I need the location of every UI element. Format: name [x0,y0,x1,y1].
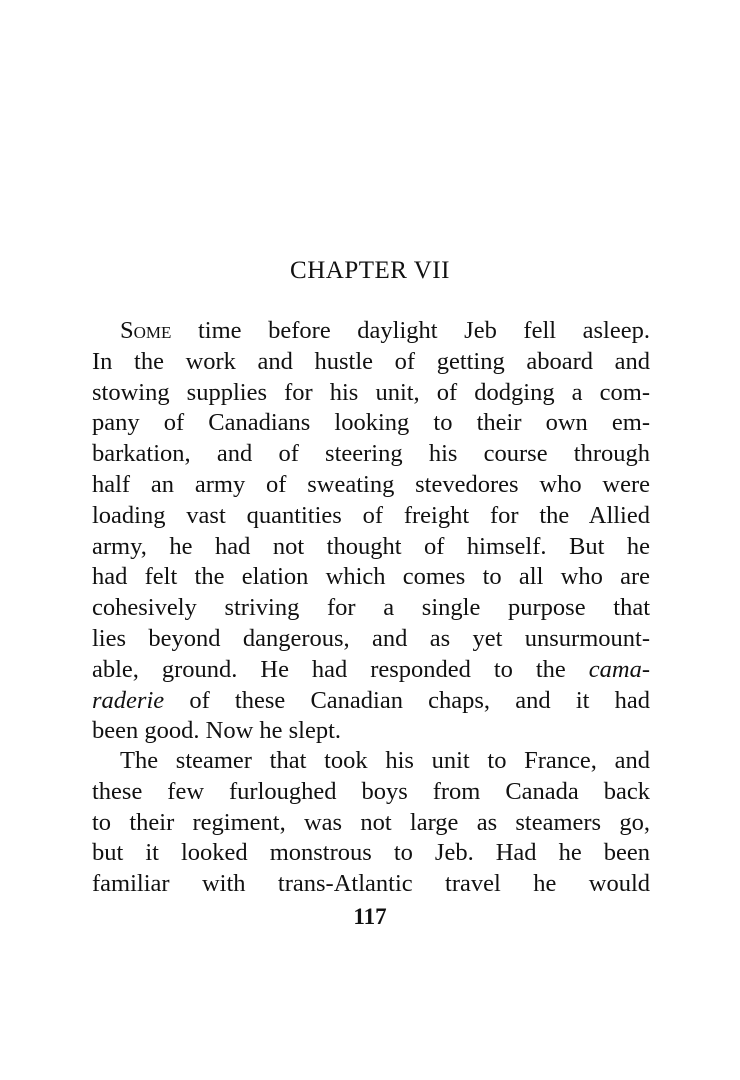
text-line: half an army of sweating stevedores who were [92,470,650,498]
text-line: pany of Canadians looking to their own em- [92,409,650,437]
text-line: but it looked monstrous to Jeb. Had he been [92,839,650,867]
page-number: 117 [353,904,387,929]
text-line: to their regiment, was not large as steamers go, [92,808,650,836]
text-line: these few furloughed boys from Canada back [92,777,650,805]
text-fragment: able, ground. He had responded to the [92,655,566,683]
chapter-title: CHAPTER VII [290,257,450,284]
italic-word: raderie [92,686,165,714]
text-line: lies beyond dangerous, and as yet unsurmount- [92,624,650,652]
text-line: army, he had not thought of himself. But he [92,532,650,560]
lead-word: Some [120,317,172,344]
text-line: cohesively striving for a single purpose that [92,594,650,622]
text-line: stowing supplies for his unit, of dodging a com- [92,378,650,406]
text-line: loading vast quantities of freight for the Allied [92,501,650,529]
text-line: In the work and hustle of getting aboard and [92,347,650,375]
text-line [92,655,650,686]
text-fragment: time before daylight Jeb fell asleep. [171,317,650,344]
paragraph-2 [92,746,650,900]
text-line: been good. Now he slept. [92,717,342,745]
text-line: barkation, and of steering his course through [92,440,650,468]
italic-word: cama- [588,655,650,683]
text-fragment: of these Canadian chaps, and it had [164,686,650,714]
paragraph-1 [92,316,650,747]
text-line [92,686,650,717]
text-line: had felt the elation which comes to all who are [92,563,650,591]
text-line: familiar with trans-Atlantic travel he would [92,870,650,898]
text-line [92,316,650,347]
text-line: The steamer that took his unit to France, and [120,747,650,774]
